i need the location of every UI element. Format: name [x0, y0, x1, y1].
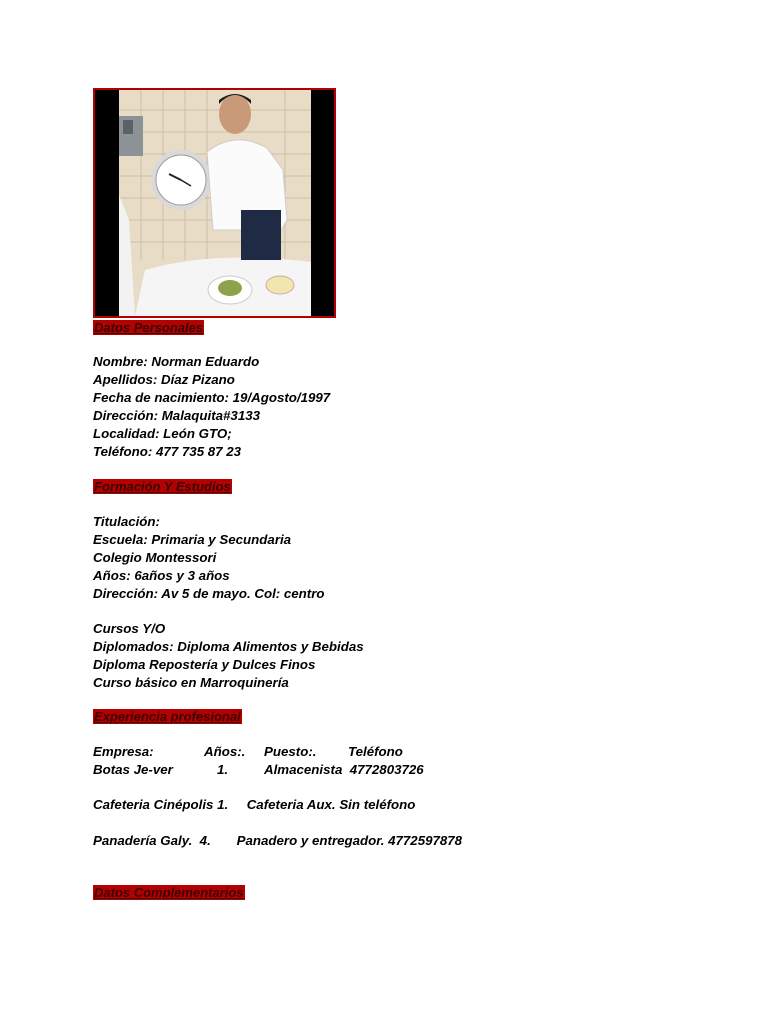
school-address-line: Dirección: Av 5 de mayo. Col: centro — [93, 586, 325, 601]
job1-company: Botas Je-ver — [93, 762, 173, 777]
education-section-heading: Formación Y Estudios — [94, 479, 231, 494]
experience-header-company: Empresa: — [93, 744, 154, 759]
experience-header-years: Años:. — [204, 744, 246, 759]
job1-years: 1. — [217, 762, 229, 777]
complementary-section-heading: Datos Complementarios — [94, 885, 244, 900]
personal-section-heading: Datos Personales — [94, 320, 204, 335]
profile-photo — [93, 88, 336, 318]
locality-line: Localidad: León GTO; — [93, 426, 232, 441]
job2-line: Cafeteria Cinépolis 1. Cafeteria Aux. Sin teléfono — [93, 797, 416, 812]
college-line: Colegio Montessori — [93, 550, 217, 565]
experience-header-phone: Teléfono — [348, 744, 403, 759]
surname-line: Apellidos: Díaz Pizano — [93, 372, 235, 387]
address-line: Dirección: Malaquita#3133 — [93, 408, 261, 423]
job1-position-phone: Almacenista 4772803726 — [264, 762, 424, 777]
leather-course-line: Curso básico en Marroquinería — [93, 675, 289, 690]
birthdate-line: Fecha de nacimiento: 19/Agosto/1997 — [93, 390, 331, 405]
phone-line: Teléfono: 477 735 87 23 — [93, 444, 242, 459]
name-line: Nombre: Norman Eduardo — [93, 354, 260, 369]
courses-line: Cursos Y/O — [93, 621, 166, 636]
job3-line: Panadería Galy. 4. Panadero y entregador. 4772597878 — [93, 833, 463, 848]
diploma-pastry-line: Diploma Repostería y Dulces Finos — [93, 657, 316, 672]
degree-line: Titulación: — [93, 514, 160, 529]
diploma-line: Diplomados: Diploma Alimentos y Bebidas — [93, 639, 364, 654]
school-line: Escuela: Primaria y Secundaria — [93, 532, 292, 547]
years-line: Años: 6años y 3 años — [93, 568, 230, 583]
experience-header-position: Puesto:. — [264, 744, 317, 759]
experience-section-heading: Experiencia profesional — [94, 709, 241, 724]
